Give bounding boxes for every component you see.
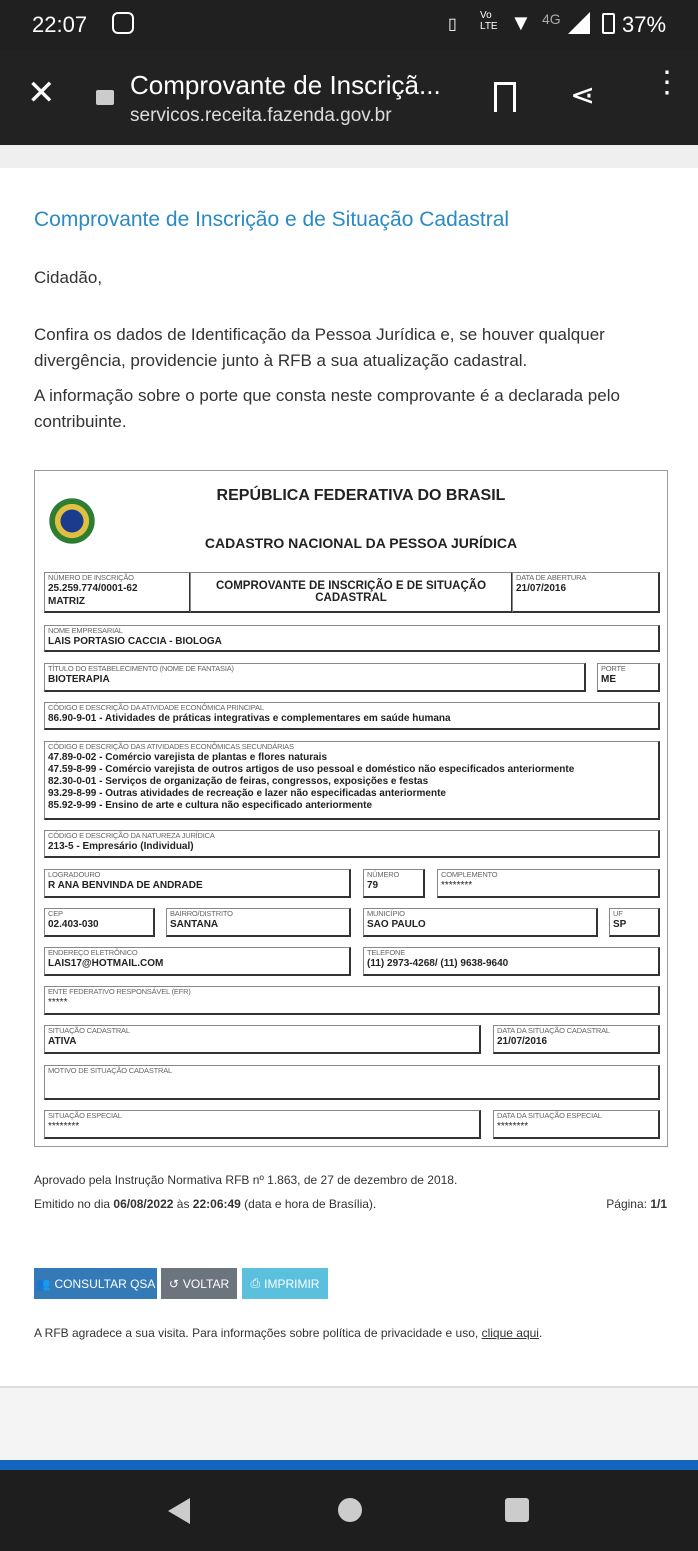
- label: BAIRRO/DISTRITO: [170, 909, 233, 918]
- more-menu-icon[interactable]: ⋮: [652, 66, 682, 99]
- value: 86.90-9-01 - Atividades de práticas integrativas e complementares em saúde humana: [48, 713, 451, 724]
- value: ME: [601, 674, 616, 685]
- value: 25.259.774/0001-62: [48, 583, 138, 594]
- emission-prefix: Emitido no dia: [34, 1197, 114, 1211]
- recents-icon[interactable]: [505, 1498, 529, 1522]
- label: DATA DE ABERTURA: [516, 573, 587, 582]
- value: 79: [367, 880, 379, 891]
- status-bar: [0, 0, 698, 50]
- voltar-button[interactable]: [161, 1268, 237, 1299]
- page-bottom: [0, 1386, 698, 1460]
- value: LAIS17@HOTMAIL.COM: [48, 958, 164, 969]
- share-icon[interactable]: ⋖: [570, 79, 596, 112]
- instagram-icon: [112, 12, 134, 34]
- field-motivo-situacao: [44, 1065, 660, 1100]
- label: CÓDIGO E DESCRIÇÃO DA NATUREZA JURÍDICA: [48, 831, 215, 840]
- battery-icon: [602, 13, 615, 34]
- page-label: Página:: [606, 1197, 651, 1211]
- emission-suffix: (data e hora de Brasília).: [240, 1197, 377, 1211]
- top-band: [0, 145, 698, 168]
- field-efr: [44, 986, 660, 1015]
- value: BIOTERAPIA: [48, 674, 110, 685]
- heading: Comprovante de Inscrição e de Situação Cadastral: [34, 208, 510, 231]
- value: 213-5 - Empresário (Individual): [48, 841, 194, 852]
- field-municipio: [363, 908, 598, 937]
- value: R ANA BENVINDA DE ANDRADE: [48, 880, 203, 891]
- label: LOGRADOURO: [48, 870, 101, 879]
- value-matriz: MATRIZ: [48, 596, 86, 607]
- field-situacao-especial: [44, 1110, 481, 1139]
- list-item: 47.59-8-99 - Comércio varejista de outros artigos de uso pessoal e doméstico não especificados anteriormente: [48, 764, 575, 775]
- page-value: 1/1: [650, 1197, 667, 1211]
- approval-note: Aprovado pela Instrução Normativa RFB nº 1.863, de 27 de dezembro de 2018.: [34, 1173, 458, 1187]
- clock: 22:07: [32, 12, 88, 37]
- greeting: Cidadão,: [34, 268, 103, 287]
- field-data-situacao-especial: [493, 1110, 660, 1139]
- field-complemento: [437, 869, 660, 898]
- value: SAO PAULO: [367, 919, 426, 930]
- emission-info: [34, 1197, 376, 1211]
- field-situacao-cadastral: [44, 1025, 481, 1054]
- form-title-republica: REPÚBLICA FEDERATIVA DO BRASIL: [216, 487, 506, 504]
- label: NOME EMPRESARIAL: [48, 626, 123, 635]
- label: PORTE: [601, 664, 626, 673]
- emission-time: 22:06:49: [192, 1197, 241, 1211]
- privacy-text: A RFB agradece a sua visita. Para informações sobre política de privacidade e uso,: [34, 1326, 482, 1340]
- field-atividade-principal: [44, 702, 660, 730]
- emission-date: 06/08/2022: [113, 1197, 174, 1211]
- value: ATIVA: [48, 1036, 77, 1047]
- field-nome-empresarial: [44, 625, 660, 652]
- privacy-note: [34, 1326, 542, 1340]
- field-atividades-secundarias: [44, 741, 660, 820]
- label: TÍTULO DO ESTABELECIMENTO (NOME DE FANTASIA): [48, 664, 234, 673]
- intro-paragraph: Confira os dados de Identificação da Pessoa Jurídica e, se houver qualquer divergência, providencie junto à RFB a sua atualização cadastral.: [34, 325, 605, 370]
- label: NÚMERO DE INSCRIÇÃO: [48, 573, 134, 582]
- button-label: IMPRIMIR: [264, 1276, 320, 1291]
- vibrate-icon: ▯: [448, 16, 457, 33]
- privacy-link[interactable]: clique aqui: [481, 1326, 539, 1340]
- field-data-abertura: [512, 572, 660, 613]
- value: COMPROVANTE DE INSCRIÇÃO E DE SITUAÇÃO CADASTRAL: [215, 580, 487, 604]
- value: ********: [441, 880, 473, 891]
- battery-level: 37%: [622, 12, 667, 37]
- label: TELEFONE: [367, 948, 405, 957]
- page-title: Comprovante de Inscriçã...: [130, 70, 441, 100]
- label: CÓDIGO E DESCRIÇÃO DA ATIVIDADE ECONÔMICA PRINCIPAL: [48, 703, 264, 712]
- print-icon: ⎙: [250, 1276, 261, 1290]
- field-data-situacao: [493, 1025, 660, 1054]
- android-nav-bar: [0, 1470, 698, 1551]
- value: ********: [497, 1121, 529, 1132]
- volte-icon: Vo LTE: [480, 10, 498, 32]
- field-nome-fantasia: [44, 663, 586, 692]
- field-email: [44, 947, 351, 976]
- field-bairro: [166, 908, 351, 937]
- consultar-qsa-button[interactable]: [34, 1268, 157, 1299]
- value: 21/07/2016: [497, 1036, 548, 1047]
- network-type: 4G: [542, 11, 561, 27]
- value: 02.403-030: [48, 919, 99, 930]
- list-item: 82.30-0-01 - Serviços de organização de feiras, congressos, exposições e festas: [48, 776, 429, 787]
- field-cep: [44, 908, 155, 937]
- imprimir-button[interactable]: [242, 1268, 328, 1299]
- value: ********: [48, 1121, 80, 1132]
- label: ENDEREÇO ELETRÔNICO: [48, 948, 138, 957]
- value: SANTANA: [170, 919, 219, 930]
- field-porte: [597, 663, 660, 692]
- label: DATA DA SITUAÇÃO CADASTRAL: [497, 1026, 610, 1035]
- value: *****: [48, 997, 68, 1008]
- label: MOTIVO DE SITUAÇÃO CADASTRAL: [48, 1066, 173, 1075]
- label: CÓDIGO E DESCRIÇÃO DAS ATIVIDADES ECONÔMICAS SECUNDÁRIAS: [48, 742, 294, 751]
- users-icon: 👥: [35, 1276, 51, 1291]
- value: SP: [613, 919, 627, 930]
- list-item: 93.29-8-99 - Outras atividades de recreação e lazer não especificadas anteriormente: [48, 788, 446, 799]
- secondary-activities-list: [48, 752, 574, 812]
- field-numero: [363, 869, 425, 898]
- emission-mid: às: [173, 1197, 193, 1211]
- privacy-end: .: [538, 1326, 543, 1340]
- label: ENTE FEDERATIVO RESPONSÁVEL (EFR): [48, 987, 191, 996]
- undo-icon: ↺: [168, 1276, 179, 1291]
- value: 21/07/2016: [516, 583, 567, 594]
- wifi-icon: ▼: [510, 10, 532, 35]
- label: DATA DA SITUAÇÃO ESPECIAL: [497, 1111, 602, 1120]
- label: NÚMERO: [367, 870, 400, 879]
- signal-icon: [568, 12, 590, 34]
- browser-toolbar: [0, 50, 698, 145]
- bookmark-icon[interactable]: [494, 82, 516, 112]
- url[interactable]: servicos.receita.fazenda.gov.br: [130, 105, 392, 126]
- field-telefone: [363, 947, 660, 976]
- button-label: VOLTAR: [182, 1276, 230, 1291]
- field-comprovante-title: [190, 572, 513, 613]
- label: SITUAÇÃO CADASTRAL: [48, 1026, 130, 1035]
- page-number: [606, 1197, 667, 1211]
- back-icon[interactable]: [168, 1498, 190, 1524]
- field-logradouro: [44, 869, 351, 898]
- lock-icon: [96, 90, 114, 105]
- label: UF: [613, 909, 623, 918]
- label: CEP: [48, 909, 63, 918]
- home-icon[interactable]: [338, 1498, 362, 1522]
- list-item: 47.89-0-02 - Comércio varejista de plantas e flores naturais: [48, 752, 328, 763]
- label: SITUAÇÃO ESPECIAL: [48, 1111, 122, 1120]
- field-natureza-juridica: [44, 830, 660, 858]
- label: COMPLEMENTO: [441, 870, 498, 879]
- value: (11) 2973-4268/ (11) 9638-9640: [367, 958, 509, 969]
- label: MUNICÍPIO: [367, 909, 405, 918]
- button-label: CONSULTAR QSA: [54, 1276, 156, 1291]
- page-footer-bar: [0, 1460, 698, 1470]
- list-item: 85.92-9-99 - Ensino de arte e cultura não especificado anteriormente: [48, 800, 372, 811]
- close-icon[interactable]: ✕: [27, 74, 56, 112]
- form-title-cadastro: CADASTRO NACIONAL DA PESSOA JURÍDICA: [204, 535, 518, 551]
- field-numero-inscricao: [44, 572, 191, 613]
- porte-paragraph: A informação sobre o porte que consta neste comprovante é a declarada pelo contribuinte.: [34, 386, 620, 431]
- field-uf: [609, 908, 660, 937]
- value: LAIS PORTASIO CACCIA - BIOLOGA: [48, 636, 222, 647]
